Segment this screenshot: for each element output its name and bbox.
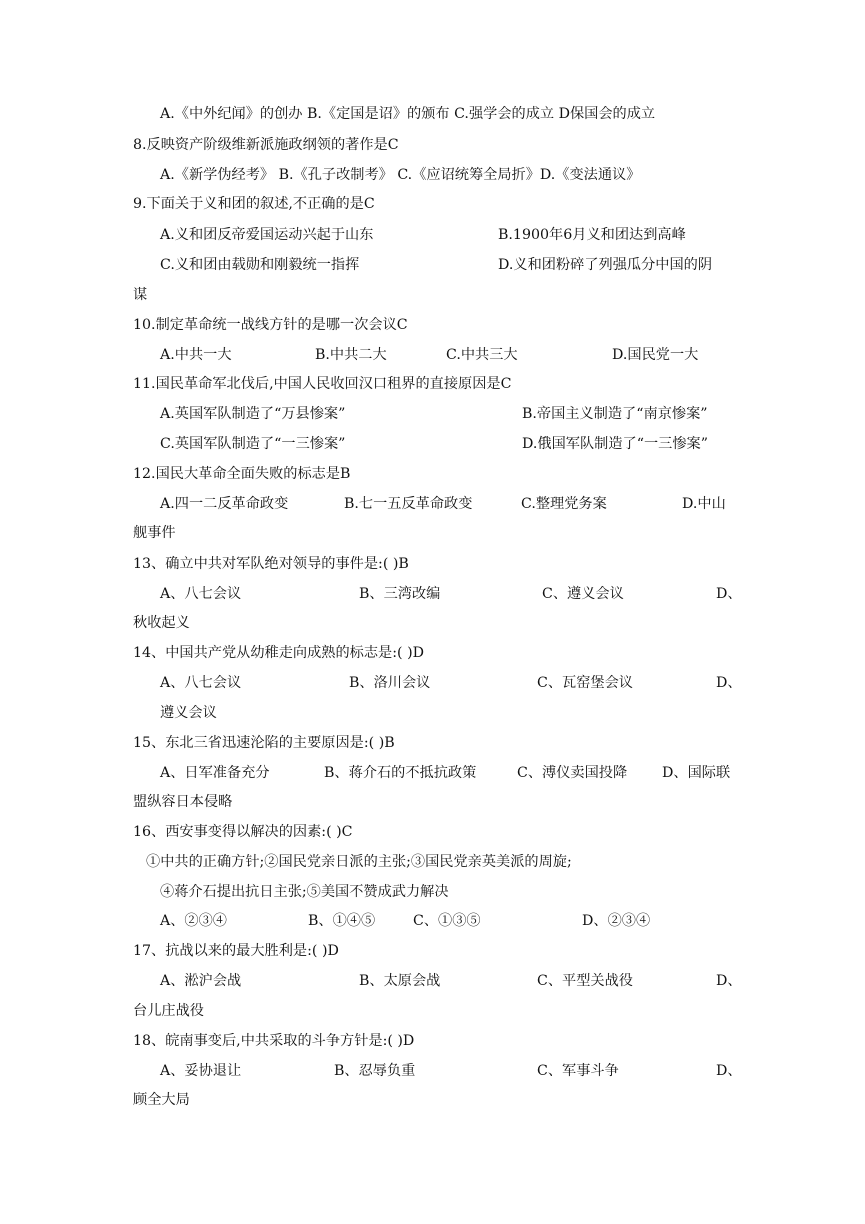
q16-statements-1: ①中共的正确方针;②国民党亲日派的主张;③国民党亲英美派的周旋; — [146, 854, 572, 870]
q14-option-c: C、瓦窑堡会议 — [537, 675, 633, 691]
q16-option-b: B、①④⑤ — [308, 913, 376, 929]
q11-option-a: A.英国军队制造了“万县惨案” — [160, 406, 346, 422]
q9-option-c: C.义和团由载勋和刚毅统一指挥 — [160, 257, 360, 273]
q9-option-d-cont: 谋 — [133, 287, 148, 303]
q14-option-a: A、八七会议 — [160, 675, 242, 691]
q15-option-d: D、国际联 — [662, 765, 731, 781]
question-14: 14、中国共产党从幼稚走向成熟的标志是:( )D — [133, 645, 424, 661]
q12-option-b: B.七一五反革命政变 — [344, 496, 473, 512]
q17-option-d: D、 — [716, 973, 742, 989]
q12-option-d-cont: 舰事件 — [133, 525, 176, 541]
q9-option-a: A.义和团反帝爱国运动兴起于山东 — [160, 227, 374, 243]
q15-option-d-cont: 盟纵容日本侵略 — [133, 794, 233, 810]
q14-option-d-cont: 遵义会议 — [160, 705, 217, 721]
question-18: 18、皖南事变后,中共采取的斗争方针是:( )D — [133, 1033, 415, 1049]
q11-option-c: C.英国军队制造了“一三惨案” — [160, 436, 346, 452]
q16-option-d: D、②③④ — [582, 913, 651, 929]
q13-option-a: A、八七会议 — [160, 586, 242, 602]
q13-option-d: D、 — [716, 586, 742, 602]
q12-option-a: A.四一二反革命政变 — [160, 496, 289, 512]
q16-option-c: C、①③⑤ — [413, 913, 481, 929]
q18-option-a: A、妥协退让 — [160, 1063, 242, 1079]
q14-option-d: D、 — [716, 675, 742, 691]
q16-statements-2: ④蒋介石提出抗日主张;⑤美国不赞成武力解决 — [160, 884, 449, 900]
question-10: 10.制定革命统一战线方针的是哪一次会议C — [133, 317, 408, 333]
q11-option-d: D.俄国军队制造了“一三惨案” — [522, 436, 708, 452]
q10-option-c: C.中共三大 — [446, 347, 518, 363]
q18-option-d-cont: 顾全大局 — [133, 1092, 190, 1108]
q7-options: A.《中外纪闻》的创办 B.《定国是诏》的颁布 C.强学会的成立 D保国会的成立 — [160, 106, 656, 122]
q16-option-a: A、②③④ — [160, 913, 227, 929]
question-15: 15、东北三省迅速沦陷的主要原因是:( )B — [133, 735, 395, 751]
question-12: 12.国民大革命全面失败的标志是B — [133, 466, 351, 482]
q8-options: A.《新学伪经考》 B.《孔子改制考》 C.《应诏统筹全局折》D.《变法通议》 — [160, 167, 641, 183]
q10-option-a: A.中共一大 — [160, 347, 232, 363]
q15-option-a: A、日军准备充分 — [160, 765, 270, 781]
q10-option-d: D.国民党一大 — [612, 347, 699, 363]
q17-option-c: C、平型关战役 — [537, 973, 633, 989]
q11-option-b: B.帝国主义制造了“南京惨案” — [522, 406, 708, 422]
question-13: 13、确立中共对军队绝对领导的事件是:( )B — [133, 556, 409, 572]
q15-option-c: C、溥仪卖国投降 — [517, 765, 628, 781]
q13-option-c: C、遵义会议 — [542, 586, 624, 602]
question-8: 8.反映资产阶级维新派施政纲领的著作是C — [133, 137, 399, 153]
question-9: 9.下面关于义和团的叙述,不正确的是C — [133, 196, 375, 212]
q17-option-d-cont: 台儿庄战役 — [133, 1003, 204, 1019]
q17-option-a: A、淞沪会战 — [160, 973, 242, 989]
q12-option-d: D.中山 — [682, 496, 726, 512]
q14-option-b: B、洛川会议 — [349, 675, 431, 691]
q13-option-b: B、三湾改编 — [359, 586, 441, 602]
question-16: 16、西安事变得以解决的因素:( )C — [133, 824, 353, 840]
q12-option-c: C.整理党务案 — [521, 496, 607, 512]
q10-option-b: B.中共二大 — [315, 347, 387, 363]
q18-option-d: D、 — [716, 1063, 742, 1079]
q9-option-b: B.1900年6月义和团达到高峰 — [498, 227, 686, 243]
q15-option-b: B、蒋介石的不抵抗政策 — [324, 765, 477, 781]
q13-option-d-cont: 秋收起义 — [133, 615, 190, 631]
question-17: 17、抗战以来的最大胜利是:( )D — [133, 943, 339, 959]
q9-option-d: D.义和团粉碎了列强瓜分中国的阴 — [498, 257, 713, 273]
question-11: 11.国民革命军北伐后,中国人民收回汉口租界的直接原因是C — [133, 376, 512, 392]
q17-option-b: B、太原会战 — [359, 973, 441, 989]
q18-option-b: B、忍辱负重 — [334, 1063, 416, 1079]
q18-option-c: C、军事斗争 — [537, 1063, 619, 1079]
